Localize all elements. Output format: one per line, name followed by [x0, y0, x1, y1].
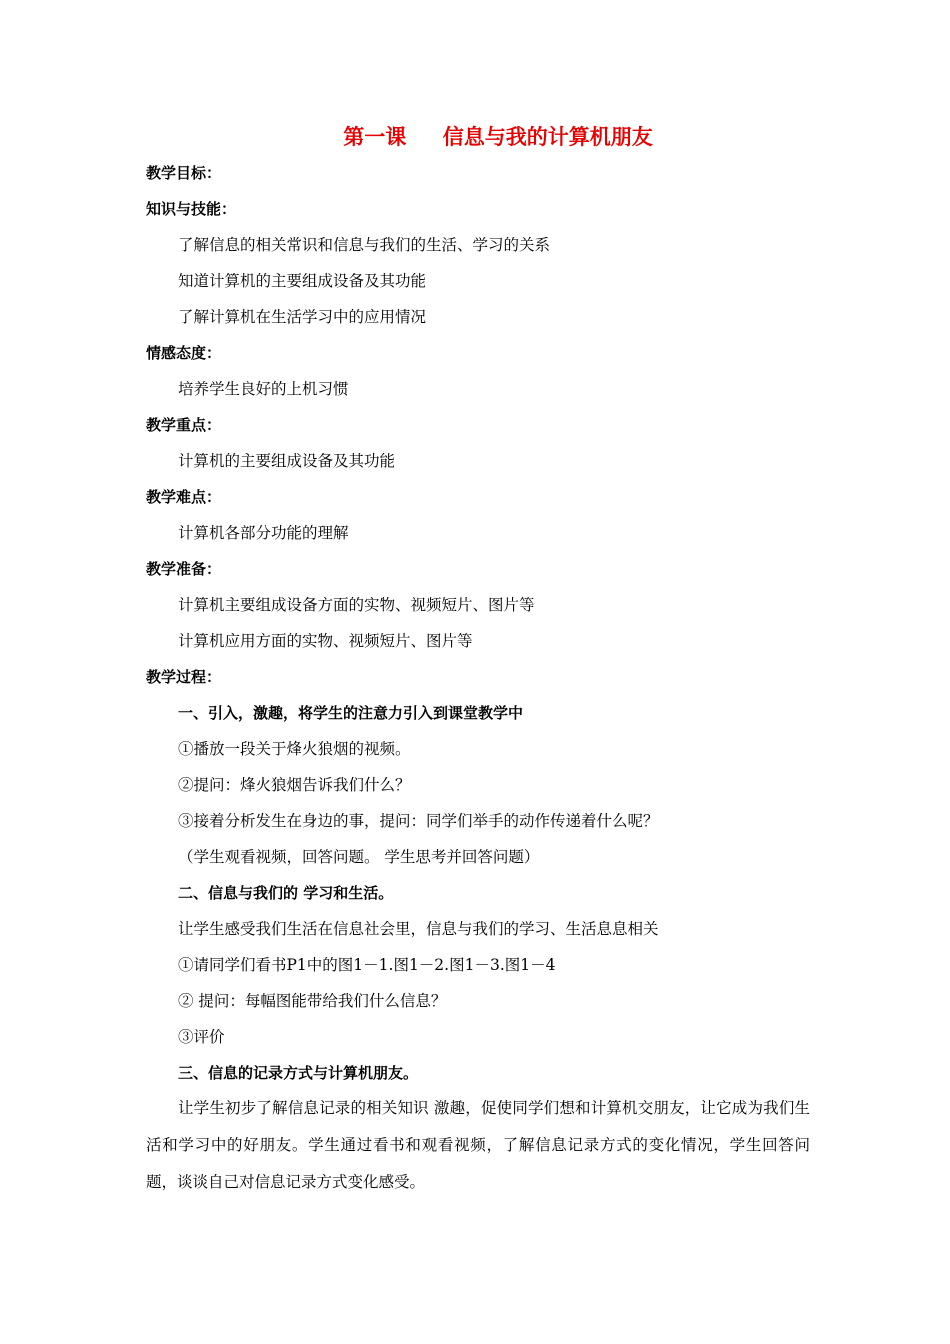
subsection-heading-3: 三、信息的记录方式与计算机朋友。: [178, 1064, 419, 1082]
text-line: ②提问：烽火狼烟告诉我们什么？: [178, 776, 411, 794]
text-line: 了解信息的相关常识和信息与我们的生活、学习的关系: [178, 236, 551, 254]
section-heading-attitude: 情感态度：: [146, 344, 222, 362]
text-line: 培养学生良好的上机习惯: [178, 380, 349, 398]
text-line: ①请同学们看书P1中的图1－1.图1－2.图1－3.图1－4: [178, 956, 556, 974]
section-heading-key-points: 教学重点：: [146, 416, 222, 434]
text-line: 了解计算机在生活学习中的应用情况: [178, 308, 427, 326]
section-heading-difficulties: 教学难点：: [146, 488, 222, 506]
text-line: 计算机主要组成设备方面的实物、视频短片、图片等: [178, 596, 535, 614]
section-heading-knowledge-skills: 知识与技能：: [146, 200, 237, 218]
text-line: 让学生感受我们生活在信息社会里，信息与我们的学习、生活息息相关: [178, 920, 659, 938]
text-line: （学生观看视频，回答问题。 学生思考并回答问题）: [178, 848, 540, 866]
section-heading-objectives: 教学目标：: [146, 164, 222, 182]
section-heading-process: 教学过程：: [146, 668, 222, 686]
text-line: ③评价: [178, 1028, 225, 1046]
subsection-heading-1: 一、引入，激趣，将学生的注意力引入到课堂教学中: [178, 704, 524, 722]
text-line: ③接着分析发生在身边的事，提问：同学们举手的动作传递着什么呢？: [178, 812, 659, 830]
subsection-heading-2: 二、信息与我们的 学习和生活。: [178, 884, 394, 902]
text-line: ② 提问：每幅图能带给我们什么信息？: [178, 992, 447, 1010]
section-heading-preparation: 教学准备：: [146, 560, 222, 578]
text-line: 计算机的主要组成设备及其功能: [178, 452, 396, 470]
text-line: 计算机应用方面的实物、视频短片、图片等: [178, 632, 473, 650]
text-line: 知道计算机的主要组成设备及其功能: [178, 272, 427, 290]
page-title: 第一课 信息与我的计算机朋友: [343, 125, 653, 149]
text-line: ①播放一段关于烽火狼烟的视频。: [178, 740, 411, 758]
text-line: 计算机各部分功能的理解: [178, 524, 349, 542]
body-paragraph: 让学生初步了解信息记录的相关知识 激趣，促使同学们想和计算机交朋友，让它成为我们生活和学习中的好朋友。学生通过看书和观看视频，了解信息记录方式的变化情况，学生回答问题，谈谈自己对信息记录方式变化感受。: [146, 1099, 810, 1191]
